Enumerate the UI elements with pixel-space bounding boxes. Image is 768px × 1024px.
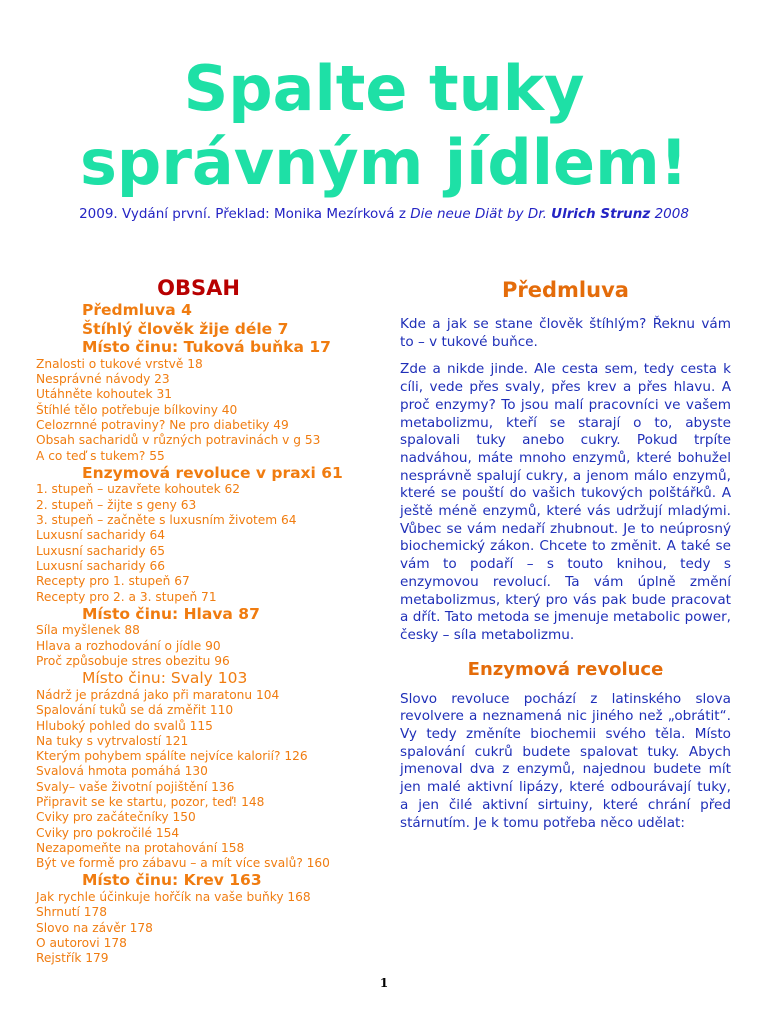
toc-entry: 3. stupeň – začněte s luxusním životem 64	[36, 513, 297, 528]
toc-entry: Rejstřík 179	[36, 951, 109, 966]
toc-entry: Kterým pohybem spálíte nejvíce kalorií? 126	[36, 749, 308, 764]
page-number: 1	[379, 976, 389, 990]
toc-entry: Svalová hmota pomáhá 130	[36, 764, 208, 779]
toc-entry: Síla myšlenek 88	[36, 623, 140, 638]
toc-entry: Cviky pro pokročilé 154	[36, 825, 180, 840]
enzyme-revolution-heading: Enzymová revoluce	[467, 658, 664, 680]
toc-entry: Spalování tuků se dá změřit 110	[36, 703, 234, 718]
toc-entry: Připravit se ke startu, pozor, teď! 148	[36, 794, 265, 809]
document-title	[0, 52, 768, 200]
toc-entry: Nesprávné návody 23	[36, 372, 170, 387]
toc-entry: Hlava a rozhodování o jídle 90	[36, 638, 221, 653]
title-line-1: Spalte tuky	[183, 52, 585, 125]
enzyme-revolution-paragraph: Slovo revoluce pochází z latinského slova revolvere a neznamená nic jiného než „obrátit“. Vy tedy změníte biochemii svého těla. Místo spalování cukrů budete spalovat tuky. Abych jmenoval dva z enzymů, najednou budete mít jen malé aktivní lipázy, které odbourávají tuky, a jen čilé aktivní sirtuiny, které chrání před stárnutím. Je k tomu potřeba něco udělat:	[400, 690, 731, 831]
toc-entry: Luxusní sacharidy 66	[36, 558, 166, 573]
toc-entry: Svaly– vaše životní pojištění 136	[36, 779, 235, 794]
toc-entry: Na tuky s vytrvalostí 121	[36, 733, 189, 748]
title-line-2: správným jídlem!	[80, 126, 688, 199]
book-original-title: Die neue Diät by Dr.	[410, 206, 547, 222]
toc-entry: 2. stupeň – žijte s geny 63	[36, 497, 197, 512]
toc-entry: Nádrž je prázdná jako při maratonu 104	[36, 687, 280, 702]
table-of-contents	[36, 276, 381, 967]
toc-entry: Být ve formě pro zábavu – a mít více svalů? 160	[36, 856, 330, 871]
toc-entry: Nezapomeňte na protahování 158	[36, 840, 245, 855]
publication-info-text: 2009. Vydání první. Překlad: Monika Mezírková z	[79, 206, 411, 222]
toc-entry: Obsah sacharidů v různých potravinách v g 53	[36, 433, 321, 448]
toc-entry: Proč způsobuje stres obezitu 96	[36, 654, 230, 669]
toc-entry: Jak rychle účinkuje hořčík na vaše buňky 168	[36, 890, 311, 905]
toc-chapter-entry: Místo činu: Tuková buňka 17	[82, 338, 331, 357]
toc-entry: 1. stupeň – uzavřete kohoutek 62	[36, 482, 241, 497]
preface-paragraph-1: Kde a jak se stane člověk štíhlým? Řeknu vám to – v tukové buňce.	[400, 316, 731, 350]
publication-year: 2008	[654, 206, 689, 222]
toc-entry: Luxusní sacharidy 65	[36, 543, 166, 558]
preface-paragraph-2: Zde a nikde jinde. Ale cesta sem, tedy cesta k cíli, vede přes svaly, přes krev a přes hlavu. A proč enzymy? To jsou malí pracovníci ve vašem metabolizmu, kteří se starají o to, abyste spalovali tuky anebo cukry. Pokud trpíte nadváhou, máte mnoho enzymů, které bohužel nesprávně spalují cukry, a jenom málo enzymů, které se pouští do vašich tukových polštářků. A ještě méně enzymů, které vás udržují mladými. Vůbec se vám nedaří zhubnout. Je to neúprosný biochemický zákon. Chcete to změnit. A také se vám to podaří – s touto knihou, tedy s enzymovou revolucí. Ta vám úplně změní metabolizmus, který pro vás pak bude pracovat a dřít. Tato metoda se jmenuje metabolic power, česky – síla metabolizmu.	[400, 361, 731, 643]
toc-entry: Cviky pro začátečníky 150	[36, 810, 196, 825]
preface-heading: Předmluva	[502, 278, 629, 302]
toc-chapter-entry: Místo činu: Krev 163	[82, 871, 262, 890]
toc-entry: Hluboký pohled do svalů 115	[36, 718, 213, 733]
toc-heading: OBSAH	[157, 276, 240, 300]
publication-info	[0, 206, 768, 222]
toc-entry: Znalosti o tukové vrstvě 18	[36, 356, 203, 371]
toc-entry: Celozrnné potraviny? Ne pro diabetiky 49	[36, 417, 289, 432]
toc-entry: Recepty pro 1. stupeň 67	[36, 574, 190, 589]
toc-entry: Recepty pro 2. a 3. stupeň 71	[36, 589, 217, 604]
toc-entry: Shrnutí 178	[36, 905, 108, 920]
toc-chapter-entry: Štíhlý člověk žije déle 7	[82, 319, 289, 338]
toc-entry: Utáhněte kohoutek 31	[36, 387, 172, 402]
toc-entry: O autorovi 178	[36, 935, 127, 950]
toc-chapter-entry: Místo činu: Hlava 87	[82, 604, 260, 623]
main-text-column	[400, 276, 731, 842]
toc-chapter-entry: Místo činu: Svaly 103	[82, 669, 248, 688]
toc-list	[36, 301, 381, 967]
toc-entry: Luxusní sacharidy 64	[36, 528, 166, 543]
toc-entry: Slovo na závěr 178	[36, 920, 153, 935]
toc-entry: Štíhlé tělo potřebuje bílkoviny 40	[36, 402, 238, 417]
toc-entry: A co teď s tukem? 55	[36, 448, 165, 463]
toc-chapter-entry: Enzymová revoluce v praxi 61	[82, 463, 343, 482]
toc-chapter-entry: Předmluva 4	[82, 301, 192, 319]
author-name: Ulrich Strunz	[551, 206, 651, 222]
